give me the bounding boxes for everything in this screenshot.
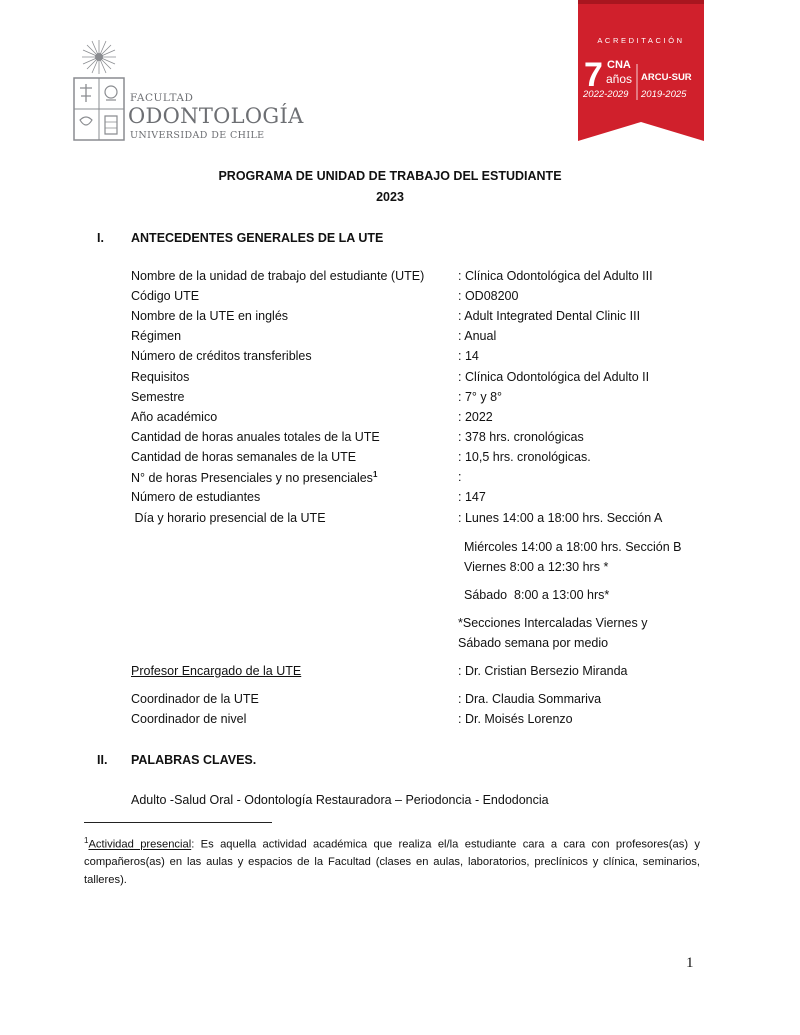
- logo-faculty-label: FACULTAD: [130, 92, 194, 104]
- level-coordinator-value: : Dr. Moisés Lorenzo: [458, 712, 573, 726]
- section-1-number: I.: [97, 231, 104, 245]
- attendance-hours-value: :: [458, 470, 462, 484]
- schedule-label: Día y horario presencial de la UTE: [131, 511, 326, 525]
- regime-label: Régimen: [131, 329, 182, 343]
- attendance-hours-label-text: N° de horas Presenciales y no presenciales: [131, 471, 373, 486]
- ute-name-value: : Clínica Odontológica del Adulto III: [458, 269, 653, 283]
- document-title: PROGRAMA DE UNIDAD DE TRABAJO DEL ESTUDIANTE: [218, 169, 562, 183]
- section-2-number: II.: [97, 753, 108, 767]
- accreditation-arcu: ARCU-SUR: [641, 72, 692, 83]
- weekly-hours-label: Cantidad de horas semanales de la UTE: [131, 450, 357, 464]
- accreditation-ribbon: [578, 0, 704, 141]
- ute-code-label: Código UTE: [131, 289, 200, 303]
- schedule-friday: Viernes 8:00 a 12:30 hrs *: [464, 560, 609, 574]
- ute-name-label: Nombre de la unidad de trabajo del estudiante (UTE): [131, 269, 425, 283]
- schedule-note-line2: Sábado semana por medio: [458, 636, 609, 650]
- academic-year-label: Año académico: [131, 410, 218, 424]
- credits-label: Número de créditos transferibles: [131, 349, 312, 363]
- weekly-hours-value: : 10,5 hrs. cronológicas.: [458, 450, 591, 464]
- university-seal-logo: [72, 38, 126, 142]
- annual-hours-value: : 378 hrs. cronológicas: [458, 430, 584, 444]
- head-professor-value: : Dr. Cristian Bersezio Miranda: [458, 664, 628, 678]
- schedule-wednesday: Miércoles 14:00 a 18:00 hrs. Sección B: [464, 540, 682, 554]
- keywords-text: Adulto -Salud Oral - Odontología Restauradora – Periodoncia - Endodoncia: [131, 793, 549, 807]
- coordinator-value: : Dra. Claudia Sommariva: [458, 692, 602, 706]
- section-1-heading: ANTECEDENTES GENERALES DE LA UTE: [131, 231, 384, 245]
- footnote-reference: 1: [372, 470, 378, 479]
- students-label: Número de estudiantes: [131, 490, 261, 504]
- accreditation-heading: ACREDITACIÓN: [597, 36, 685, 45]
- accreditation-cna-period: 2022-2029: [583, 89, 629, 100]
- accreditation-anos: años: [606, 72, 633, 86]
- document-year: 2023: [376, 190, 404, 204]
- credits-value: : 14: [458, 349, 479, 363]
- requirements-label: Requisitos: [131, 370, 190, 384]
- schedule-value-monday: : Lunes 14:00 a 18:00 hrs. Sección A: [458, 511, 663, 525]
- logo-university-name: UNIVERSIDAD DE CHILE: [130, 130, 265, 141]
- schedule-saturday: Sábado 8:00 a 13:00 hrs*: [464, 588, 610, 602]
- ute-english-name-label: Nombre de la UTE en inglés: [131, 309, 289, 323]
- footnote-marker: 1: [84, 836, 89, 845]
- section-2-heading: PALABRAS CLAVES.: [131, 753, 257, 767]
- accreditation-years: 7: [584, 56, 603, 94]
- accreditation-arcu-period: 2019-2025: [641, 89, 687, 100]
- footnote-divider: [84, 822, 272, 823]
- requirements-value: : Clínica Odontológica del Adulto II: [458, 370, 650, 384]
- schedule-note-line1: *Secciones Intercaladas Viernes y: [458, 616, 648, 630]
- footnote-text: : Es aquella actividad académica que realiza el/la estudiante cara a cara con profesores(as) y compañeros(as) en las aulas y espacios de la Facultad (clases en aulas, laboratorios, preclínicos y clínica, seminarios, talleres).: [84, 838, 700, 886]
- semester-value: : 7° y 8°: [458, 390, 503, 404]
- logo-faculty-name: ODONTOLOGÍA: [128, 104, 304, 128]
- ute-code-value: : OD08200: [458, 289, 519, 303]
- attendance-hours-label: [131, 470, 377, 485]
- footnote-term: Actividad presencial: [88, 838, 192, 851]
- students-value: : 147: [458, 490, 486, 504]
- coordinator-label: Coordinador de la UTE: [131, 692, 259, 706]
- head-professor-label: Profesor Encargado de la UTE: [131, 664, 302, 678]
- footnote: [84, 832, 700, 889]
- semester-label: Semestre: [131, 390, 185, 404]
- annual-hours-label: Cantidad de horas anuales totales de la UTE: [131, 430, 380, 444]
- academic-year-value: : 2022: [458, 410, 493, 424]
- level-coordinator-label: Coordinador de nivel: [131, 712, 247, 726]
- page-number: 1: [686, 955, 694, 971]
- regime-value: : Anual: [458, 329, 497, 343]
- ute-english-name-value: : Adult Integrated Dental Clinic III: [458, 309, 641, 323]
- accreditation-cna: CNA: [607, 59, 631, 71]
